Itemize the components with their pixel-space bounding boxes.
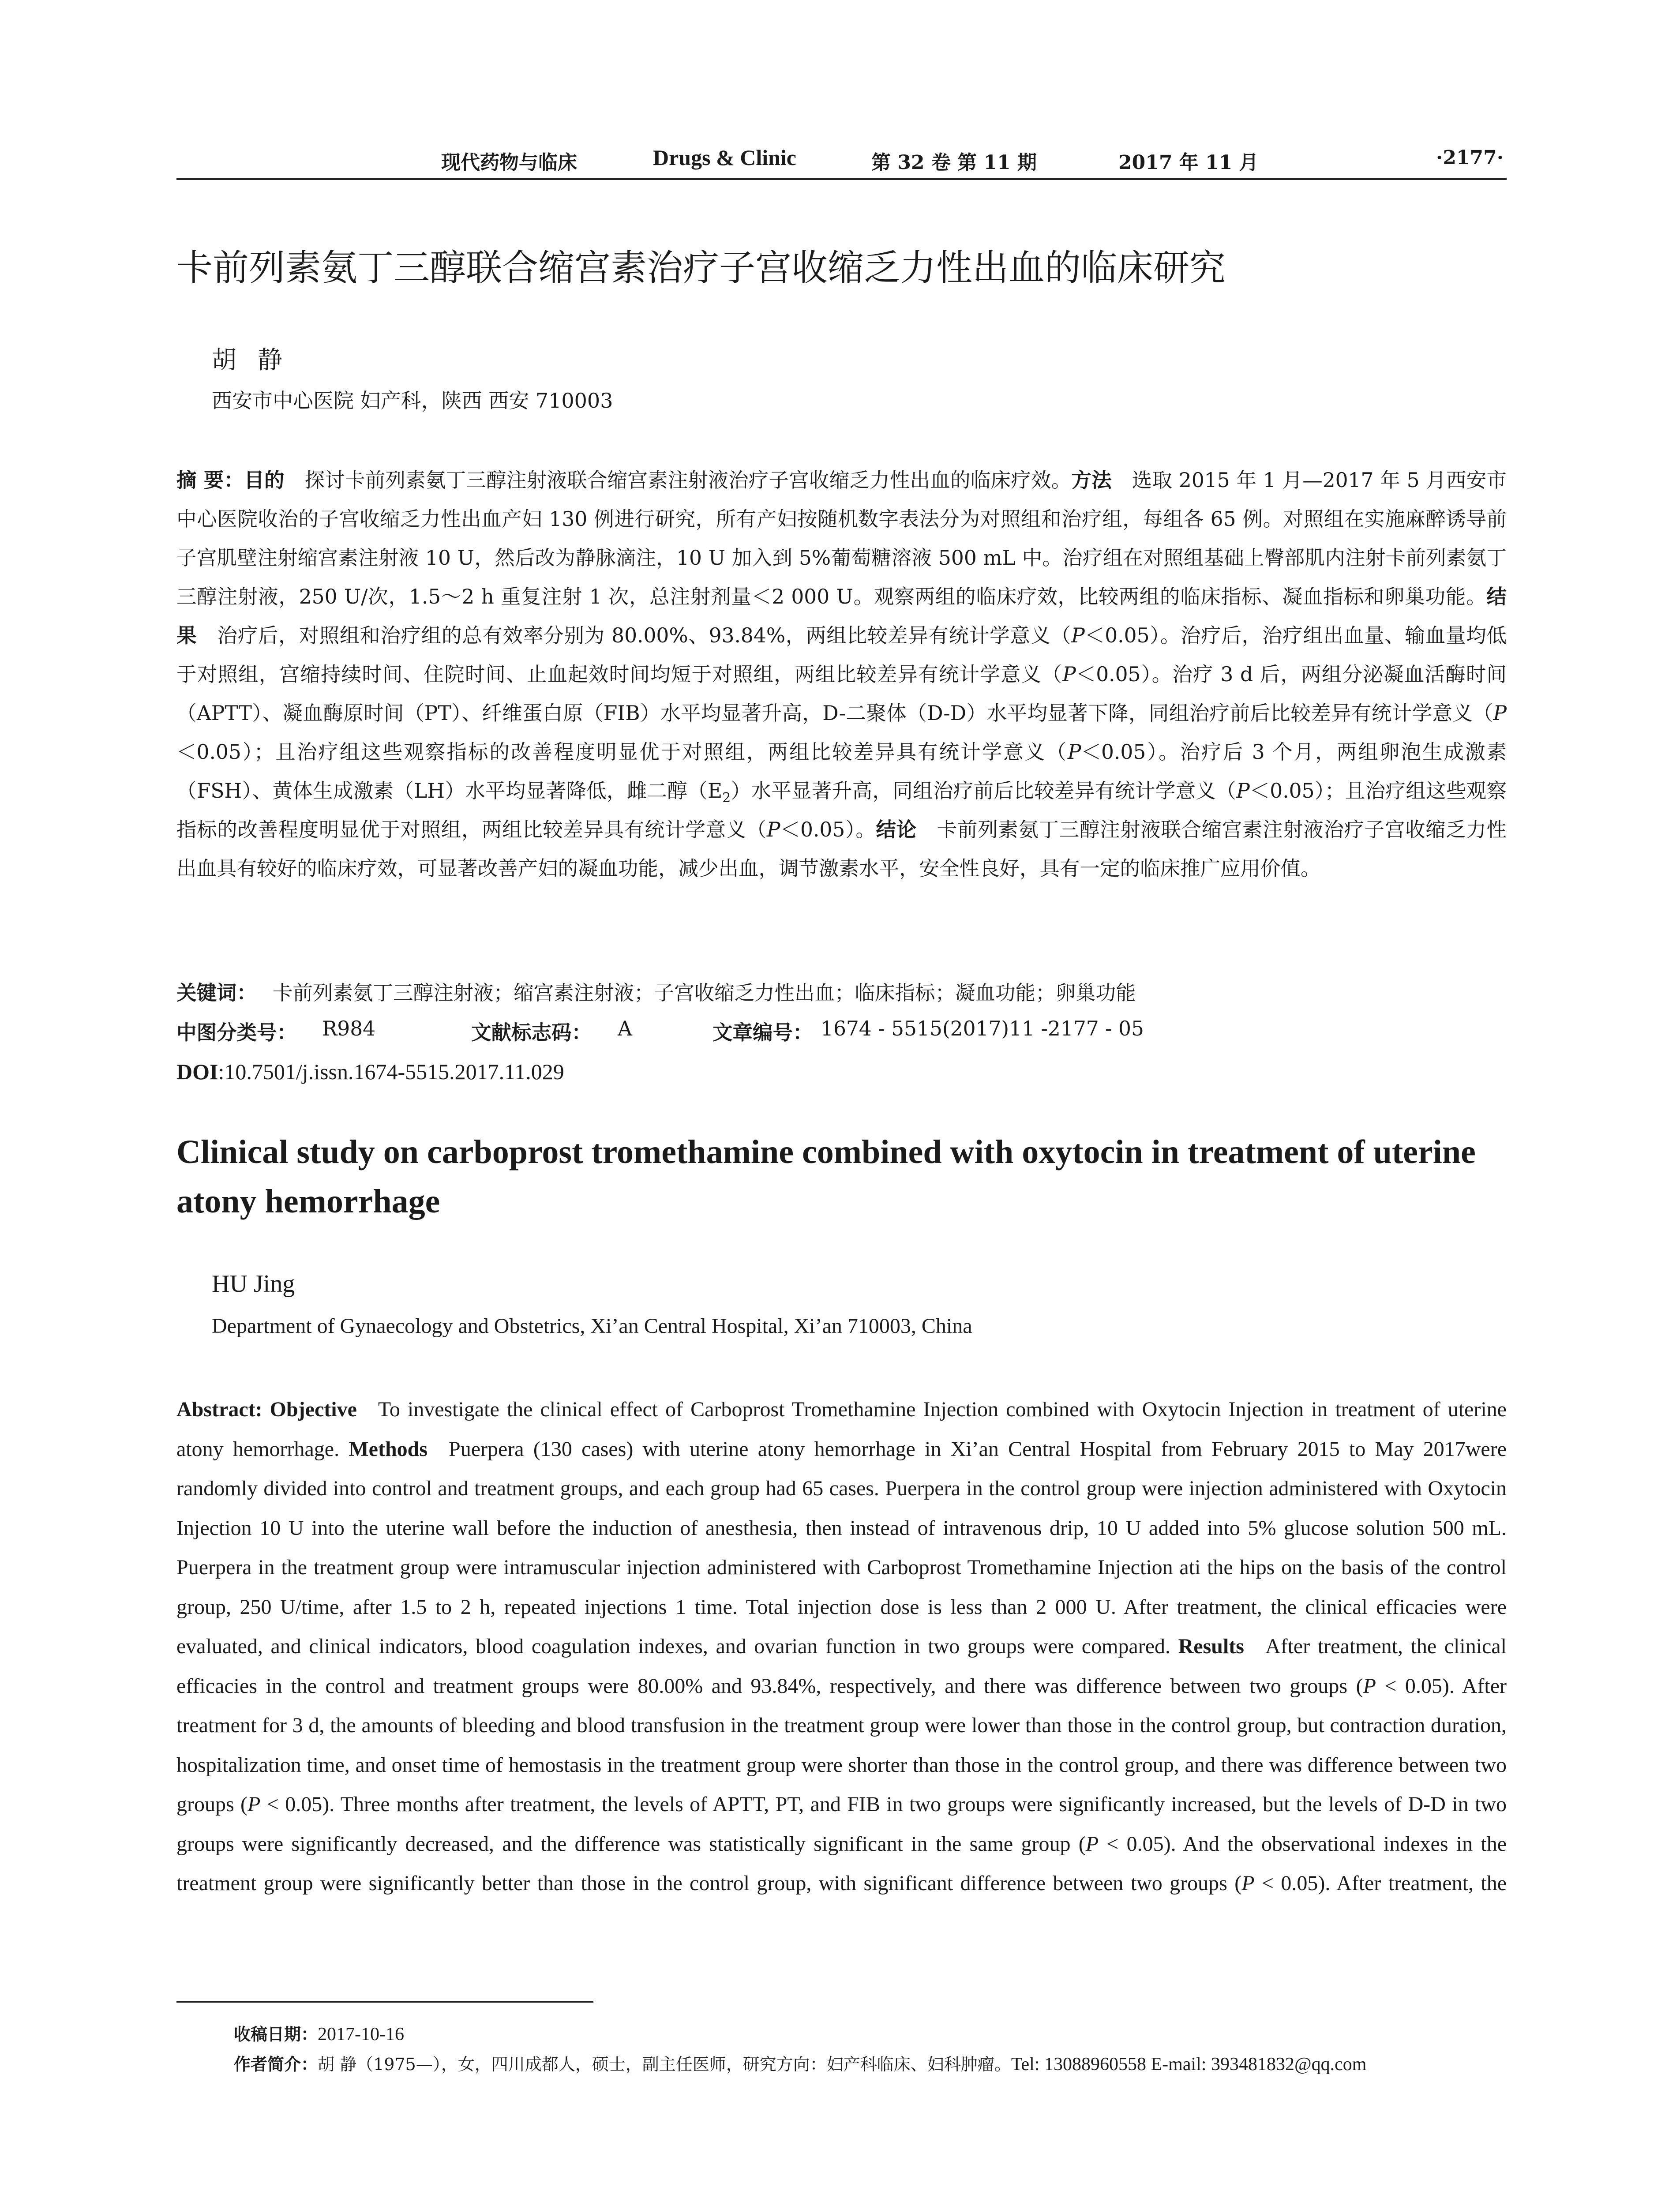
author-bio [234,2051,1366,2075]
page-number: ·2177· [1436,146,1504,169]
article-no-label: 文章编号： [712,1021,813,1044]
results-label: 结果 [176,585,1507,647]
abstract-cn [176,461,1507,888]
p-symbol: P [1236,779,1250,803]
conclusion-text: 卡前列素氨丁三醇注射液联合缩宫素注射液治疗子宫收缩乏力性出血具有较好的临床疗效，可显著改善产妇的凝血功能，减少出血，调节激素水平，安全性良好，具有一定的临床推广应用价值。 [176,818,1507,880]
p-symbol: P [1363,1674,1376,1698]
methods-text: 选取 2015 年 1 月—2017 年 5 月西安市中心医院收治的子宫收缩乏力性出血产妇 130 例进行研究，所有产妇按随机数字表法分为对照组和治疗组，每组各 65 例。对照组在实施麻醉诱导前子宫肌壁注射缩宫素注射液 10 U，然后改为静脉滴注，10 U 加入到 5%葡萄糖溶液 500 mL 中。治疗组在对照组基础上臀部肌内注射卡前列素氨丁三醇注射液，250 U/次，1.5～2 h 重复注射 1 次，总注射剂量＜2 000 U。观察两组的临床疗效，比较两组的临床指标、凝血指标和卵巢功能。 [176,469,1507,608]
keywords-text: 卡前列素氨丁三醇注射液；缩宫素注射液；子宫收缩乏力性出血；临床指标；凝血功能；卵巢功能 [273,981,1136,1005]
objective-label: 目的 [244,469,285,492]
bio-text: 胡 静（1975—），女，四川成都人，硕士，副主任医师，研究方向：妇产科临床、妇科肿瘤。 [318,2055,1011,2074]
journal-name-cn: 现代药物与临床 [441,151,577,174]
footnote-rule [176,2001,593,2003]
results-text: ）水平显著升高，同组治疗前后比较差异有统计学意义（ [731,779,1237,803]
header-rule [176,178,1507,180]
results-text: ＜0.05）。治疗后 3 个月，两组卵泡生成激素（FSH）、黄体生成激素（LH）水平均显著降低，雌二醇（E [176,740,1507,803]
abstract-en [176,1390,1507,1903]
results-text: ＜0.05）；且治疗组这些观察指标的改善程度明显优于对照组，两组比较差异具有统计学意义（ [176,779,1507,841]
results-en: < 0.05). Three months after treatment, the levels of APTT, PT, and FIB in two groups were significantly increased, but the levels of D-D in two groups were significantly decreased, and the difference was statistically significant in the same group ( [176,1793,1507,1856]
clc-value: R984 [322,1017,376,1040]
results-en: < 0.05). After treatment, the [1254,1872,1507,1895]
clc-label: 中图分类号： [176,1021,297,1044]
results-text: ＜0.05）。治疗后，治疗组出血量、输血量均低于对照组，宫缩持续时间、住院时间、止血起效时间均短于对照组，两组比较差异有统计学意义（ [176,624,1507,686]
results-text: 治疗后，对照组和治疗组的总有效率分别为 80.00%、93.84%，两组比较差异有统计学意义（ [217,624,1072,647]
p-symbol: P [248,1793,261,1816]
objective-en: To investigate the clinical effect of Carboprost Tromethamine Injection combined with Oxytocin Injection in treatment of uterine atony hemorrhage. [176,1398,1507,1461]
received-value: 2017-10-16 [318,2024,404,2045]
article-no-value: 1674 - 5515(2017)11 -2177 - 05 [821,1017,1144,1040]
p-symbol: P [1067,740,1081,764]
doi [176,1059,564,1084]
methods-en: Puerpera (130 cases) with uterine atony hemorrhage in Xi’an Central Hospital from February 2015 to May 2017were randomly divided into control and treatment groups, and each group had 65 cases. Puerpera in the control group were injection administered with Oxytocin Injection 10 U into the uterine wall before the induction of anesthesia, then instead of intravenous drip, 10 U added into 5% glucose solution 500 mL. Puerpera in the treatment group were intramuscular injection administered with Carboprost Tromethamine Injection ati the hips on the basis of the control group, 250 U/time, after 1.5 to 2 h, repeated injections 1 time. Total injection dose is less than 2 000 U. After treatment, the clinical efficacies were evaluated, and clinical indicators, blood coagulation indexes, and ovarian function in two groups were compared. [176,1437,1507,1658]
p-symbol: P [766,818,780,841]
issue-date: 2017 年 11 月 [1118,151,1259,174]
received-label: 收稿日期： [234,2025,318,2044]
abstract-en-label: Abstract: Objective [176,1398,357,1421]
received-date [234,2021,404,2045]
author-cn: 胡静 [212,346,304,375]
volume-issue: 第 32 卷 第 11 期 [871,151,1037,174]
results-text: ＜0.05）。 [780,818,876,841]
results-en: < 0.05). After treatment for 3 d, the amounts of bleeding and blood transfusion in the treatment group were lower than those in the control group, but contraction duration, hospitalization time, and onset time of hemostasis in the treatment group were shorter than those in the control group, and there was difference between two groups ( [176,1674,1507,1816]
results-en: < 0.05). And the observational indexes in the treatment group were significantly better than those in the control group, with significant difference between two groups ( [176,1832,1507,1895]
abstract-cn-paragraph [176,461,1507,888]
p-symbol: P [1493,702,1507,725]
doc-code-value: A [618,1017,632,1040]
title-cn: 卡前列素氨丁三醇联合缩宫素治疗子宫收缩乏力性出血的临床研究 [176,247,1226,289]
results-en: After treatment, the clinical efficacies in the control and treatment groups were 80.00% and 93.84%, respectively, and there was difference between two groups ( [176,1635,1507,1698]
results-en-label: Results [1178,1635,1244,1658]
results-text: ＜0.05）；且治疗组这些观察指标的改善程度明显优于对照组，两组比较差异具有统计学意义（ [176,740,1068,764]
methods-en-label: Methods [349,1437,428,1461]
p-symbol: P [1241,1872,1255,1895]
doc-code-label: 文献标志码： [471,1021,592,1044]
affiliation-en: Department of Gynaecology and Obstetrics, Xi’an Central Hospital, Xi’an 710003, China [212,1314,972,1338]
p-symbol: P [1085,1832,1099,1856]
bio-label: 作者简介： [234,2055,318,2074]
results-text: ＜0.05）。治疗 3 d 后，两组分泌凝血活酶时间（APTT）、凝血酶原时间（PT）、纤维蛋白原（FIB）水平均显著升高，D-二聚体（D-D）水平均显著下降，同组治疗前后比较差异有统计学意义（ [176,663,1507,725]
keywords-label: 关键词： [176,981,257,1005]
doi-label: DOI [176,1059,218,1084]
author-en: HU Jing [212,1270,295,1298]
conclusion-label: 结论 [876,818,917,841]
affiliation-cn: 西安市中心医院 妇产科，陕西 西安 710003 [212,389,613,413]
doi-value: :10.7501/j.issn.1674-5515.2017.11.029 [218,1059,564,1084]
journal-name-en: Drugs & Clinic [653,145,796,170]
methods-label: 方法 [1071,469,1112,492]
objective-text: 探讨卡前列素氨丁三醇注射液联合缩宫素注射液治疗子宫收缩乏力性出血的临床疗效。 [304,469,1072,492]
p-symbol: P [1062,663,1076,686]
title-en: Clinical study on carboprost tromethamine combined with oxytocin in treatment of uterine atony hemorrhage [176,1133,1476,1220]
running-head [176,140,1507,181]
subscript-2: 2 [722,790,731,806]
abstract-cn-label: 摘 要： [176,469,244,492]
p-symbol: P [1071,624,1085,647]
bio-contact: Tel: 13088960558 E-mail: 393481832@qq.com [1011,2054,1367,2075]
